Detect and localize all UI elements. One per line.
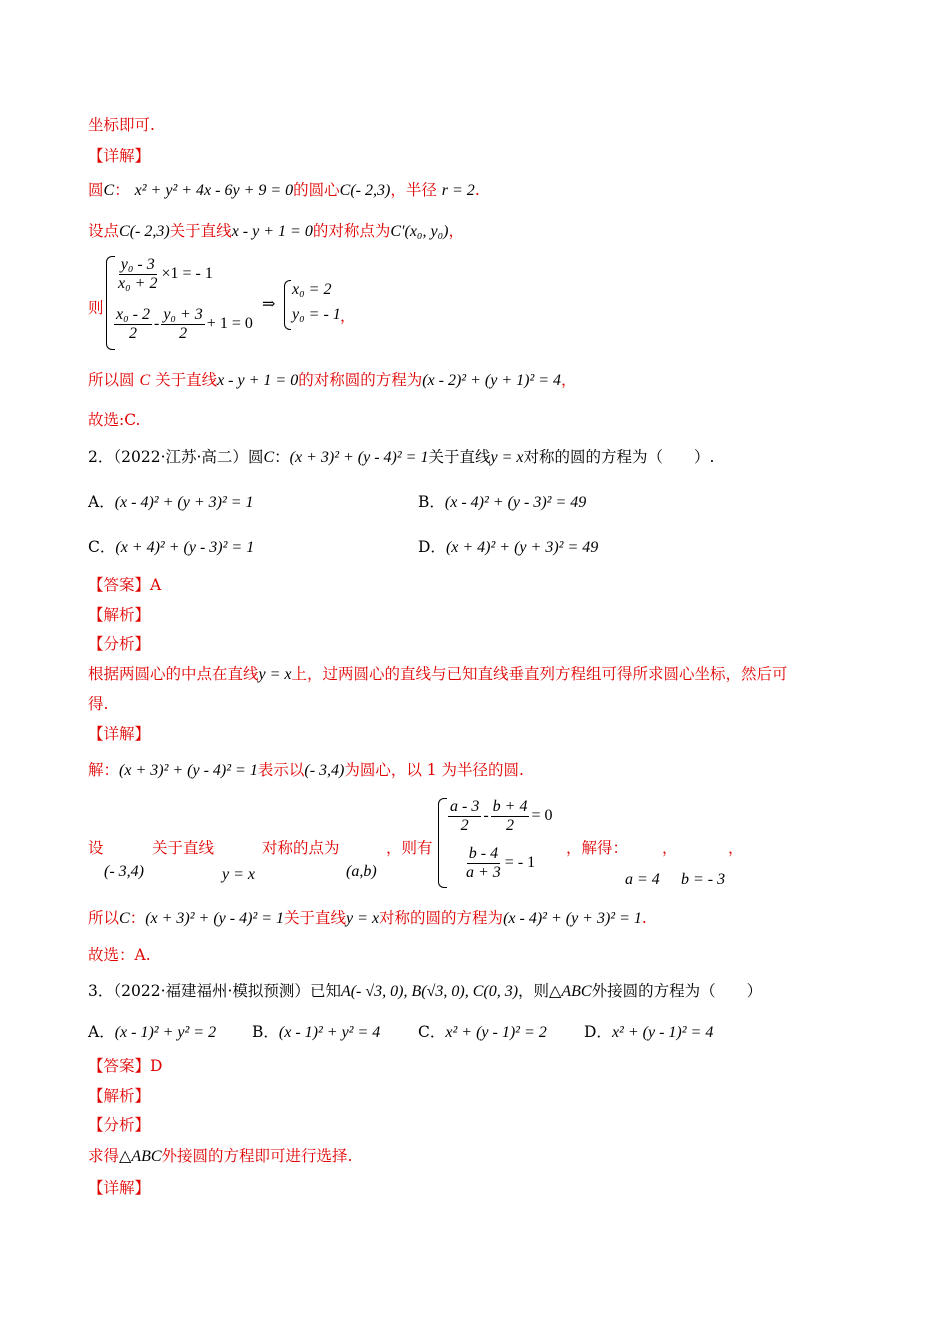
p1-circle-line [88,180,480,201]
text: ，半径 [390,181,437,199]
sym-image: C′(x₀, y₀) [390,223,449,240]
denominator: 2 [179,325,188,342]
q3-option-d[interactable] [584,1020,713,1042]
option-label: A． [88,493,115,511]
q2-fenxi-text [88,664,788,685]
q3-detail-tag: 【详解】 [88,1179,151,1197]
sym-point: C(- 2,3) [119,223,170,240]
text: 设点 [88,222,120,240]
denominator: a + 3 [466,864,501,881]
q2-system-row1 [446,798,552,835]
option-label: D． [418,538,446,556]
fraction [161,306,204,343]
concl-equation2: (x - 4)² + (y + 3)² = 1 [503,910,642,927]
q2-set-mid: 关于直线 [152,839,215,857]
text: ， [561,371,577,389]
text: . [641,909,647,927]
q2-option-c[interactable] [88,535,254,557]
circle-radius: r = 2 [441,182,475,199]
q2-answer: 【答案】A [88,576,162,594]
concl-c: C [119,910,130,927]
option-equation: x² + (y - 1)² = 4 [611,1024,714,1041]
numerator: y₀ + 3 [163,306,203,323]
option-label: B． [418,493,445,511]
text: 所以圆 [88,371,135,389]
option-equation: (x - 1)² + y² = 4 [278,1024,381,1041]
text: 的圆心 [293,181,340,199]
q3-fenxi-text [88,1146,352,1167]
minus: - [483,807,489,825]
q2-fenxi-tag: 【分析】 [88,635,151,653]
q2-number: 2． [88,448,114,466]
option-equation: (x - 4)² + (y + 3)² = 1 [114,494,254,511]
p1-detail-tag: 【详解】 [88,147,151,165]
minus: - [154,315,160,333]
q2-choose: 故选：A. [88,946,151,964]
text: ： [129,909,146,927]
q2-a-value: a = 4 [625,871,660,888]
conclusion-equation: (x - 2)² + (y + 1)² = 4 [422,372,562,389]
q2-set-text: 设 [88,839,104,857]
q2-detail-tag: 【详解】 [88,725,151,743]
q2-c: C [263,449,275,466]
text: ： [114,181,130,199]
option-label: C． [88,538,116,556]
q3-option-c[interactable] [418,1020,547,1042]
q3-option-a[interactable] [88,1020,216,1042]
text: 对称的圆的方程为（ ）. [523,448,715,466]
fraction [464,845,503,882]
fraction [116,256,159,293]
option-equation: (x - 4)² + (y - 3)² = 49 [444,494,587,511]
text: 的对称点为 [312,222,391,240]
circle-center: C(- 2,3) [339,182,391,199]
row1-rest: ×1 = - 1 [161,265,213,283]
q2-analysis-tag: 【解析】 [88,606,151,624]
q2-set-mid3: ，则有 [386,839,433,857]
text: 表示以 [257,761,305,779]
row2-rest: + 1 = 0 [206,315,253,333]
fraction [491,798,530,835]
p1-sym-line [88,221,464,242]
q3-option-b[interactable] [252,1020,380,1042]
option-equation: (x - 1)² + y² = 2 [114,1024,217,1041]
q2-solution-line [88,760,524,781]
q3-triangle: △ABC [549,983,592,1000]
option-equation: (x + 4)² + (y - 3)² = 1 [115,539,255,556]
numerator: b - 4 [468,845,499,862]
q3-source: （2022·福建福州·模拟预测） [113,982,310,1000]
text: 根据两圆心的中点在直线 [88,665,259,683]
denominator: 2 [460,817,469,834]
text: 解： [88,761,120,779]
sol-equation: (x + 3)² + (y - 4)² = 1 [119,762,258,779]
text: 已知 [309,982,341,1000]
q2-conclusion [88,908,647,929]
fraction [448,798,481,835]
concl-line: y = x [346,910,380,927]
numerator: x₀ - 2 [116,306,150,323]
text: 所以 [88,909,120,927]
p1-line1: 坐标即可. [88,116,155,134]
fenxi-line: y = x [258,666,292,683]
text: 外接圆的方程为（ ） [591,982,763,1000]
q3-answer: 【答案】D [88,1057,163,1075]
text: . [474,181,480,199]
q2-comma2: ， [728,839,744,857]
text: 关于直线 [428,448,491,466]
q2-stem [88,447,714,468]
p1-solution-row1: x₀ = 2 [292,281,332,298]
row1-rest: = 0 [531,807,553,825]
denominator: 2 [506,817,515,834]
option-label: D． [584,1023,612,1041]
option-equation: (x + 4)² + (y + 3)² = 49 [445,539,599,556]
text: ： [274,448,290,466]
option-equation: x² + (y - 1)² = 2 [445,1024,547,1041]
sym-line: x - y + 1 = 0 [231,223,313,240]
q2-line: y = x [490,449,524,466]
text: ， [448,222,464,240]
q2-fenxi-text3: 得. [88,695,109,713]
q2-option-d[interactable] [418,535,598,557]
numerator: b + 4 [492,798,528,815]
q3-fenxi-tag: 【分析】 [88,1116,151,1134]
text: 的对称圆的方程为 [298,371,423,389]
text: 关于直线 [169,222,232,240]
p1-solution-end: ， [340,307,356,325]
q2-b-value: b = - 3 [681,871,726,888]
option-label: B． [252,1023,279,1041]
denominator: 2 [129,325,137,342]
q2-set-line: y = x [222,866,255,883]
q3-points: A(- √3, 0), B(√3, 0), C(0, 3) [340,983,519,1000]
numerator: a - 3 [450,798,480,815]
q2-solve-text: ，解得： [566,839,629,857]
sol-center: (- 3,4) [304,762,345,779]
text: 求得 [88,1147,120,1165]
text: 对称的圆的方程为 [379,909,504,927]
q2-option-b[interactable] [418,490,586,512]
q3-analysis-tag: 【解析】 [88,1087,151,1105]
text: 外接圆的方程即可进行选择. [161,1147,353,1165]
fenxi-triangle: △ABC [119,1148,162,1165]
q2-source: （2022·江苏·高二） [113,448,248,466]
p1-system-row1 [114,256,213,293]
q2-comma1: ， [662,839,678,857]
p1-conclusion [88,370,577,391]
text: 关于直线 [155,371,218,389]
text: 关于直线 [284,909,347,927]
concl-equation: (x + 3)² + (y - 4)² = 1 [145,910,285,927]
q2-set-mid2: 对称的点为 [262,839,340,857]
q2-equation: (x + 3)² + (y - 4)² = 1 [289,449,429,466]
q2-system-row2 [462,845,535,882]
q2-option-a[interactable] [88,490,254,512]
option-label: C． [418,1023,446,1041]
p1-solution-row2: y₀ = - 1 [292,306,341,323]
text: 圆 [88,181,104,199]
q3-number: 3． [88,982,114,1000]
q2-set-point2: (a,b) [346,863,377,880]
q3-stem [88,981,762,1002]
text: ，则 [518,982,550,1000]
p1-system-row2 [112,306,253,343]
text: 为圆心，以 1 为半径的圆. [344,761,524,779]
denominator: x₀ + 2 [118,275,158,292]
q2-set-point: (- 3,4) [104,863,144,880]
p1-solution-brace [284,280,291,330]
circle-name: C [103,182,115,199]
row2-rest: = - 1 [504,854,536,872]
text: 上，过两圆心的直线与已知直线垂直列方程组可得所求圆心坐标，然后可 [291,665,788,683]
circle-equation: x² + y² + 4x - 6y + 9 = 0 [134,182,294,199]
conclusion-c: C [139,372,151,389]
conclusion-line: x - y + 1 = 0 [217,372,299,389]
fraction [114,306,152,343]
numerator: y₀ - 3 [120,256,155,273]
text: 圆 [247,448,264,466]
p1-implies: ⇒ [262,296,276,313]
option-label: A． [88,1023,115,1041]
p1-then: 则 [88,299,104,317]
p1-choose: 故选:C. [88,411,141,429]
